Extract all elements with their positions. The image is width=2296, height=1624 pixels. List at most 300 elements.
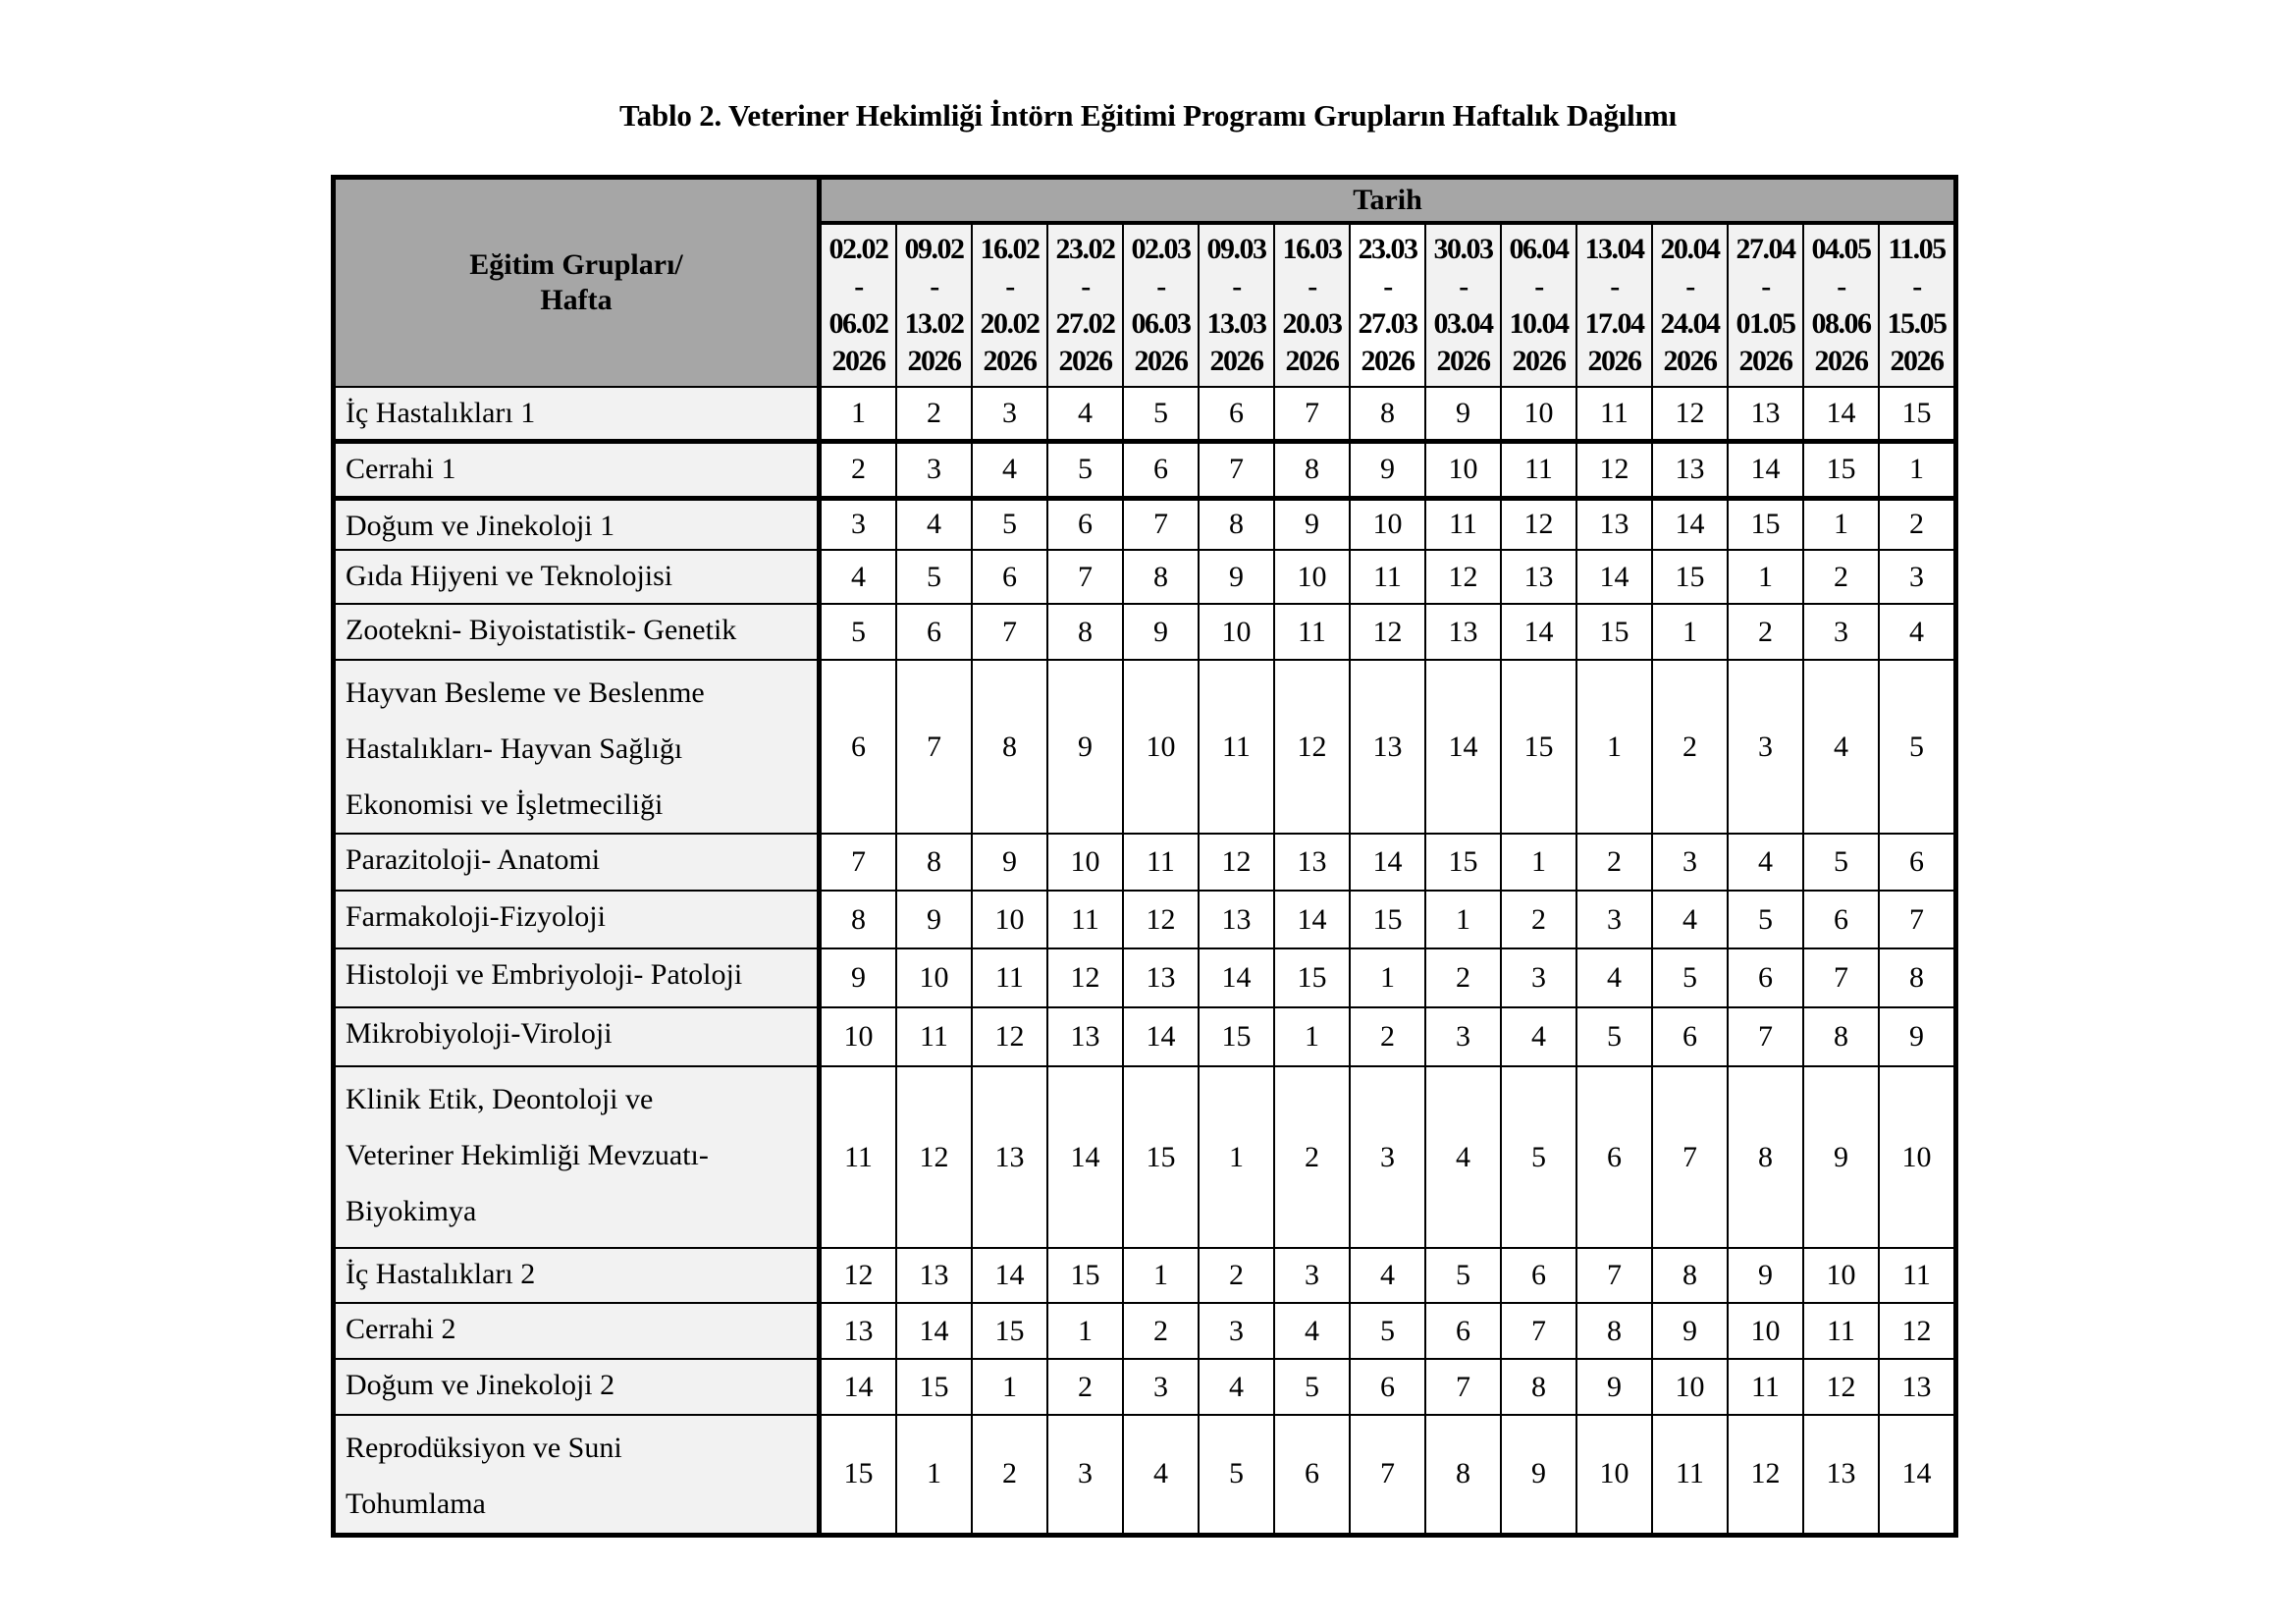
week-cell: 1 <box>1501 834 1576 891</box>
table-row <box>334 1007 1956 1066</box>
week-cell: 3 <box>1576 891 1652 948</box>
week-cell: 5 <box>1199 1415 1274 1535</box>
week-cell: 7 <box>1501 1303 1576 1359</box>
date-start: 04.05 <box>1811 233 1871 265</box>
week-cell: 13 <box>1047 1007 1123 1066</box>
date-start: 23.02 <box>1055 233 1115 265</box>
week-cell: 1 <box>1652 604 1728 660</box>
table-row <box>334 834 1956 891</box>
group-label-line: Zootekni- Biyoistatistik- Genetik <box>346 614 737 646</box>
week-cell: 8 <box>1803 1007 1879 1066</box>
group-label-line: Mikrobiyoloji-Viroloji <box>346 1017 613 1050</box>
date-column-header <box>1501 223 1576 387</box>
week-cell: 2 <box>1501 891 1576 948</box>
week-cell: 14 <box>1274 891 1350 948</box>
week-cell: 13 <box>1274 834 1350 891</box>
table-row <box>334 604 1956 660</box>
week-cell: 2 <box>1652 660 1728 834</box>
week-cell: 7 <box>1123 498 1199 550</box>
group-label-line: Hastalıkları- Hayvan Sağlığı <box>346 732 683 765</box>
group-label <box>334 834 820 891</box>
week-cell: 10 <box>1350 498 1425 550</box>
date-end: 20.03 <box>1282 307 1342 340</box>
date-year: 2026 <box>1890 345 1944 377</box>
group-label-line: Hayvan Besleme ve Beslenme <box>346 677 705 709</box>
week-cell: 3 <box>896 441 972 498</box>
group-label <box>334 1415 820 1535</box>
week-cell: 2 <box>972 1415 1047 1535</box>
group-label-line: Klinik Etik, Deontoloji ve <box>346 1083 654 1115</box>
table-row <box>334 891 1956 948</box>
week-cell: 10 <box>1803 1248 1879 1303</box>
week-cell: 9 <box>1350 441 1425 498</box>
date-sep: - <box>1912 270 1921 302</box>
week-cell: 3 <box>1425 1007 1501 1066</box>
week-cell: 14 <box>972 1248 1047 1303</box>
week-cell: 4 <box>1879 604 1956 660</box>
week-cell: 12 <box>1047 948 1123 1007</box>
date-end: 08.06 <box>1811 307 1871 340</box>
week-cell: 6 <box>1501 1248 1576 1303</box>
date-sep: - <box>1534 270 1543 302</box>
week-cell: 8 <box>1728 1066 1803 1248</box>
week-cell: 14 <box>1047 1066 1123 1248</box>
week-cell: 5 <box>896 550 972 604</box>
week-cell: 10 <box>896 948 972 1007</box>
date-year: 2026 <box>907 345 961 377</box>
week-cell: 15 <box>1047 1248 1123 1303</box>
week-cell: 4 <box>896 498 972 550</box>
week-cell: 10 <box>1274 550 1350 604</box>
week-cell: 13 <box>1501 550 1576 604</box>
week-cell: 12 <box>1425 550 1501 604</box>
week-cell: 13 <box>1123 948 1199 1007</box>
date-sep: - <box>1308 270 1316 302</box>
date-sep: - <box>930 270 938 302</box>
week-cell: 12 <box>1728 1415 1803 1535</box>
week-cell: 6 <box>1123 441 1199 498</box>
table-row <box>334 1303 1956 1359</box>
week-cell: 2 <box>1047 1359 1123 1415</box>
week-cell: 15 <box>1123 1066 1199 1248</box>
week-cell: 7 <box>1576 1248 1652 1303</box>
date-year: 2026 <box>1436 345 1490 377</box>
week-cell: 3 <box>1350 1066 1425 1248</box>
week-cell: 4 <box>1728 834 1803 891</box>
week-cell: 9 <box>1652 1303 1728 1359</box>
week-cell: 9 <box>1123 604 1199 660</box>
week-cell: 8 <box>1652 1248 1728 1303</box>
date-sep: - <box>854 270 863 302</box>
group-label <box>334 604 820 660</box>
date-column-header <box>1879 223 1956 387</box>
date-start: 02.02 <box>828 233 888 265</box>
week-cell: 6 <box>1047 498 1123 550</box>
corner-label-line2: Hafta <box>540 284 613 316</box>
week-cell: 8 <box>820 891 897 948</box>
date-start: 16.03 <box>1282 233 1342 265</box>
week-cell: 5 <box>1652 948 1728 1007</box>
week-cell: 10 <box>1652 1359 1728 1415</box>
date-year: 2026 <box>1587 345 1641 377</box>
group-label <box>334 1066 820 1248</box>
date-start: 09.03 <box>1206 233 1266 265</box>
date-end: 20.02 <box>980 307 1040 340</box>
week-cell: 3 <box>1274 1248 1350 1303</box>
week-cell: 9 <box>1425 387 1501 441</box>
week-cell: 8 <box>1425 1415 1501 1535</box>
week-cell: 4 <box>820 550 897 604</box>
date-end: 06.02 <box>828 307 888 340</box>
week-cell: 2 <box>1425 948 1501 1007</box>
date-column-header <box>1047 223 1123 387</box>
date-column-header <box>1576 223 1652 387</box>
table-row <box>334 441 1956 498</box>
date-start: 11.05 <box>1888 233 1946 265</box>
week-cell: 10 <box>1879 1066 1956 1248</box>
week-cell: 6 <box>1576 1066 1652 1248</box>
group-label-line: Farmakoloji-Fizyoloji <box>346 900 606 933</box>
week-cell: 2 <box>1728 604 1803 660</box>
week-cell: 11 <box>820 1066 897 1248</box>
date-column-header <box>820 223 897 387</box>
week-cell: 5 <box>1879 660 1956 834</box>
week-cell: 10 <box>1199 604 1274 660</box>
week-cell: 12 <box>1199 834 1274 891</box>
week-cell: 4 <box>1123 1415 1199 1535</box>
week-cell: 6 <box>896 604 972 660</box>
week-cell: 5 <box>1803 834 1879 891</box>
week-cell: 14 <box>1501 604 1576 660</box>
date-year: 2026 <box>831 345 885 377</box>
week-cell: 15 <box>1728 498 1803 550</box>
week-cell: 3 <box>820 498 897 550</box>
week-cell: 14 <box>1803 387 1879 441</box>
week-cell: 9 <box>1501 1415 1576 1535</box>
date-start: 20.04 <box>1660 233 1720 265</box>
week-cell: 11 <box>1652 1415 1728 1535</box>
date-start: 16.02 <box>980 233 1040 265</box>
week-cell: 2 <box>1274 1066 1350 1248</box>
week-cell: 11 <box>1803 1303 1879 1359</box>
week-cell: 14 <box>1350 834 1425 891</box>
week-cell: 1 <box>972 1359 1047 1415</box>
week-cell: 11 <box>1879 1248 1956 1303</box>
week-cell: 11 <box>896 1007 972 1066</box>
week-cell: 4 <box>1425 1066 1501 1248</box>
week-cell: 7 <box>1350 1415 1425 1535</box>
group-label-line: Histoloji ve Embriyoloji- Patoloji <box>346 958 743 991</box>
header-row-top <box>334 178 1956 224</box>
week-cell: 6 <box>1879 834 1956 891</box>
week-cell: 14 <box>1728 441 1803 498</box>
week-cell: 10 <box>820 1007 897 1066</box>
date-column-header <box>1350 223 1425 387</box>
date-column-header <box>896 223 972 387</box>
date-year: 2026 <box>1361 345 1415 377</box>
week-cell: 2 <box>1879 498 1956 550</box>
corner-label-line1: Eğitim Grupları/ <box>469 248 683 281</box>
week-cell: 13 <box>1425 604 1501 660</box>
week-cell: 8 <box>1879 948 1956 1007</box>
week-cell: 9 <box>1047 660 1123 834</box>
week-cell: 14 <box>1199 948 1274 1007</box>
group-label-line: İç Hastalıkları 2 <box>346 1258 536 1290</box>
week-cell: 2 <box>1803 550 1879 604</box>
week-cell: 5 <box>1501 1066 1576 1248</box>
group-label-line: Doğum ve Jinekoloji 1 <box>346 509 615 542</box>
week-cell: 13 <box>1803 1415 1879 1535</box>
week-cell: 15 <box>1274 948 1350 1007</box>
week-cell: 6 <box>1199 387 1274 441</box>
week-cell: 9 <box>1576 1359 1652 1415</box>
week-cell: 12 <box>820 1248 897 1303</box>
group-label <box>334 660 820 834</box>
date-sep: - <box>1685 270 1694 302</box>
week-cell: 1 <box>1803 498 1879 550</box>
date-year: 2026 <box>1134 345 1188 377</box>
week-cell: 14 <box>820 1359 897 1415</box>
week-cell: 3 <box>1123 1359 1199 1415</box>
week-cell: 7 <box>1728 1007 1803 1066</box>
week-cell: 12 <box>1501 498 1576 550</box>
group-label <box>334 891 820 948</box>
date-end: 13.03 <box>1206 307 1266 340</box>
week-cell: 1 <box>1123 1248 1199 1303</box>
date-start: 13.04 <box>1584 233 1644 265</box>
group-label-line: Ekonomisi ve İşletmeciliği <box>346 788 664 821</box>
week-cell: 4 <box>1501 1007 1576 1066</box>
week-cell: 15 <box>1803 441 1879 498</box>
week-cell: 12 <box>972 1007 1047 1066</box>
week-cell: 6 <box>1425 1303 1501 1359</box>
date-column-header <box>972 223 1047 387</box>
week-cell: 9 <box>972 834 1047 891</box>
week-cell: 11 <box>1047 891 1123 948</box>
group-label-line: Parazitoloji- Anatomi <box>346 843 601 876</box>
group-label-line: Veteriner Hekimliği Mevzuatı- <box>346 1139 709 1171</box>
week-cell: 15 <box>1425 834 1501 891</box>
week-cell: 2 <box>1123 1303 1199 1359</box>
week-cell: 10 <box>1728 1303 1803 1359</box>
week-cell: 3 <box>1803 604 1879 660</box>
week-cell: 4 <box>1199 1359 1274 1415</box>
week-cell: 1 <box>820 387 897 441</box>
week-cell: 9 <box>1803 1066 1879 1248</box>
week-cell: 15 <box>972 1303 1047 1359</box>
week-cell: 8 <box>972 660 1047 834</box>
week-cell: 3 <box>1879 550 1956 604</box>
week-cell: 1 <box>1274 1007 1350 1066</box>
week-cell: 9 <box>1728 1248 1803 1303</box>
week-cell: 7 <box>1652 1066 1728 1248</box>
week-cell: 7 <box>972 604 1047 660</box>
date-sep: - <box>1761 270 1770 302</box>
table-title: Tablo 2. Veteriner Hekimliği İntörn Eğitimi Programı Grupların Haftalık Dağılımı <box>618 98 1678 133</box>
week-cell: 11 <box>1123 834 1199 891</box>
week-cell: 12 <box>1123 891 1199 948</box>
week-cell: 6 <box>1728 948 1803 1007</box>
week-cell: 5 <box>972 498 1047 550</box>
date-year: 2026 <box>1058 345 1112 377</box>
date-year: 2026 <box>1738 345 1792 377</box>
week-cell: 10 <box>972 891 1047 948</box>
date-group-header: Tarih <box>820 178 1956 224</box>
week-cell: 4 <box>1803 660 1879 834</box>
group-label <box>334 948 820 1007</box>
table-row <box>334 1248 1956 1303</box>
date-start: 27.04 <box>1735 233 1795 265</box>
group-label <box>334 387 820 441</box>
week-cell: 12 <box>1274 660 1350 834</box>
date-start: 02.03 <box>1131 233 1191 265</box>
week-cell: 5 <box>1425 1248 1501 1303</box>
group-label-line: Cerrahi 1 <box>346 452 456 485</box>
group-label <box>334 1007 820 1066</box>
week-cell: 4 <box>1350 1248 1425 1303</box>
week-cell: 14 <box>1123 1007 1199 1066</box>
week-cell: 3 <box>1047 1415 1123 1535</box>
week-cell: 14 <box>1879 1415 1956 1535</box>
date-sep: - <box>1081 270 1090 302</box>
date-year: 2026 <box>983 345 1037 377</box>
week-cell: 13 <box>1199 891 1274 948</box>
date-year: 2026 <box>1209 345 1263 377</box>
week-cell: 2 <box>1199 1248 1274 1303</box>
date-end: 15.05 <box>1887 307 1947 340</box>
week-cell: 8 <box>1123 550 1199 604</box>
week-cell: 2 <box>1350 1007 1425 1066</box>
week-cell: 9 <box>1274 498 1350 550</box>
week-cell: 3 <box>1652 834 1728 891</box>
week-cell: 15 <box>1879 387 1956 441</box>
week-cell: 4 <box>1274 1303 1350 1359</box>
week-cell: 13 <box>1652 441 1728 498</box>
week-cell: 1 <box>1576 660 1652 834</box>
week-cell: 6 <box>1350 1359 1425 1415</box>
date-sep: - <box>1156 270 1165 302</box>
week-cell: 7 <box>1047 550 1123 604</box>
week-cell: 12 <box>1879 1303 1956 1359</box>
week-cell: 5 <box>820 604 897 660</box>
date-sep: - <box>1005 270 1014 302</box>
group-label-line: Doğum ve Jinekoloji 2 <box>346 1369 615 1401</box>
date-sep: - <box>1610 270 1619 302</box>
week-cell: 8 <box>1199 498 1274 550</box>
week-cell: 12 <box>896 1066 972 1248</box>
week-cell: 11 <box>1728 1359 1803 1415</box>
week-cell: 15 <box>896 1359 972 1415</box>
week-cell: 15 <box>1652 550 1728 604</box>
week-cell: 1 <box>1199 1066 1274 1248</box>
date-end: 24.04 <box>1660 307 1720 340</box>
table-row <box>334 387 1956 441</box>
week-cell: 7 <box>896 660 972 834</box>
week-cell: 13 <box>972 1066 1047 1248</box>
week-cell: 4 <box>1652 891 1728 948</box>
table-row <box>334 1066 1956 1248</box>
date-sep: - <box>1837 270 1845 302</box>
date-end: 27.03 <box>1358 307 1417 340</box>
week-cell: 2 <box>820 441 897 498</box>
week-cell: 1 <box>1047 1303 1123 1359</box>
week-cell: 3 <box>1199 1303 1274 1359</box>
week-cell: 12 <box>1576 441 1652 498</box>
week-cell: 10 <box>1501 387 1576 441</box>
week-cell: 5 <box>1576 1007 1652 1066</box>
week-cell: 8 <box>1576 1303 1652 1359</box>
week-cell: 1 <box>896 1415 972 1535</box>
week-cell: 3 <box>1728 660 1803 834</box>
week-cell: 4 <box>1576 948 1652 1007</box>
week-cell: 11 <box>1274 604 1350 660</box>
group-label-line: Biyokimya <box>346 1195 477 1227</box>
week-cell: 11 <box>1501 441 1576 498</box>
date-sep: - <box>1232 270 1241 302</box>
week-cell: 13 <box>896 1248 972 1303</box>
week-cell: 9 <box>1879 1007 1956 1066</box>
week-cell: 7 <box>1274 387 1350 441</box>
week-cell: 13 <box>820 1303 897 1359</box>
week-cell: 7 <box>1199 441 1274 498</box>
week-cell: 8 <box>1274 441 1350 498</box>
week-cell: 3 <box>1501 948 1576 1007</box>
corner-header <box>334 178 820 388</box>
group-label <box>334 1359 820 1415</box>
week-cell: 1 <box>1879 441 1956 498</box>
week-cell: 4 <box>1047 387 1123 441</box>
date-start: 06.04 <box>1509 233 1569 265</box>
week-cell: 9 <box>1199 550 1274 604</box>
date-year: 2026 <box>1663 345 1717 377</box>
week-cell: 1 <box>1350 948 1425 1007</box>
week-cell: 10 <box>1047 834 1123 891</box>
date-start: 23.03 <box>1358 233 1417 265</box>
week-cell: 7 <box>1425 1359 1501 1415</box>
week-cell: 11 <box>1350 550 1425 604</box>
week-cell: 14 <box>1425 660 1501 834</box>
week-cell: 11 <box>1576 387 1652 441</box>
week-cell: 8 <box>1501 1359 1576 1415</box>
week-cell: 10 <box>1576 1415 1652 1535</box>
group-label-line: Cerrahi 2 <box>346 1313 456 1345</box>
group-label-line: Gıda Hijyeni ve Teknolojisi <box>346 560 673 592</box>
week-cell: 5 <box>1274 1359 1350 1415</box>
group-label-line: İç Hastalıkları 1 <box>346 397 536 429</box>
week-cell: 9 <box>820 948 897 1007</box>
table-row <box>334 550 1956 604</box>
date-sep: - <box>1459 270 1468 302</box>
week-cell: 14 <box>1652 498 1728 550</box>
week-cell: 10 <box>1123 660 1199 834</box>
week-cell: 2 <box>1576 834 1652 891</box>
week-cell: 10 <box>1425 441 1501 498</box>
date-column-header <box>1123 223 1199 387</box>
table-row <box>334 660 1956 834</box>
group-label <box>334 498 820 550</box>
date-column-header <box>1803 223 1879 387</box>
table-row <box>334 948 1956 1007</box>
date-end: 27.02 <box>1055 307 1115 340</box>
date-column-header <box>1199 223 1274 387</box>
group-label <box>334 1248 820 1303</box>
week-cell: 3 <box>972 387 1047 441</box>
week-cell: 6 <box>1652 1007 1728 1066</box>
date-end: 01.05 <box>1735 307 1795 340</box>
table-row <box>334 1415 1956 1535</box>
date-year: 2026 <box>1814 345 1868 377</box>
week-cell: 15 <box>1501 660 1576 834</box>
